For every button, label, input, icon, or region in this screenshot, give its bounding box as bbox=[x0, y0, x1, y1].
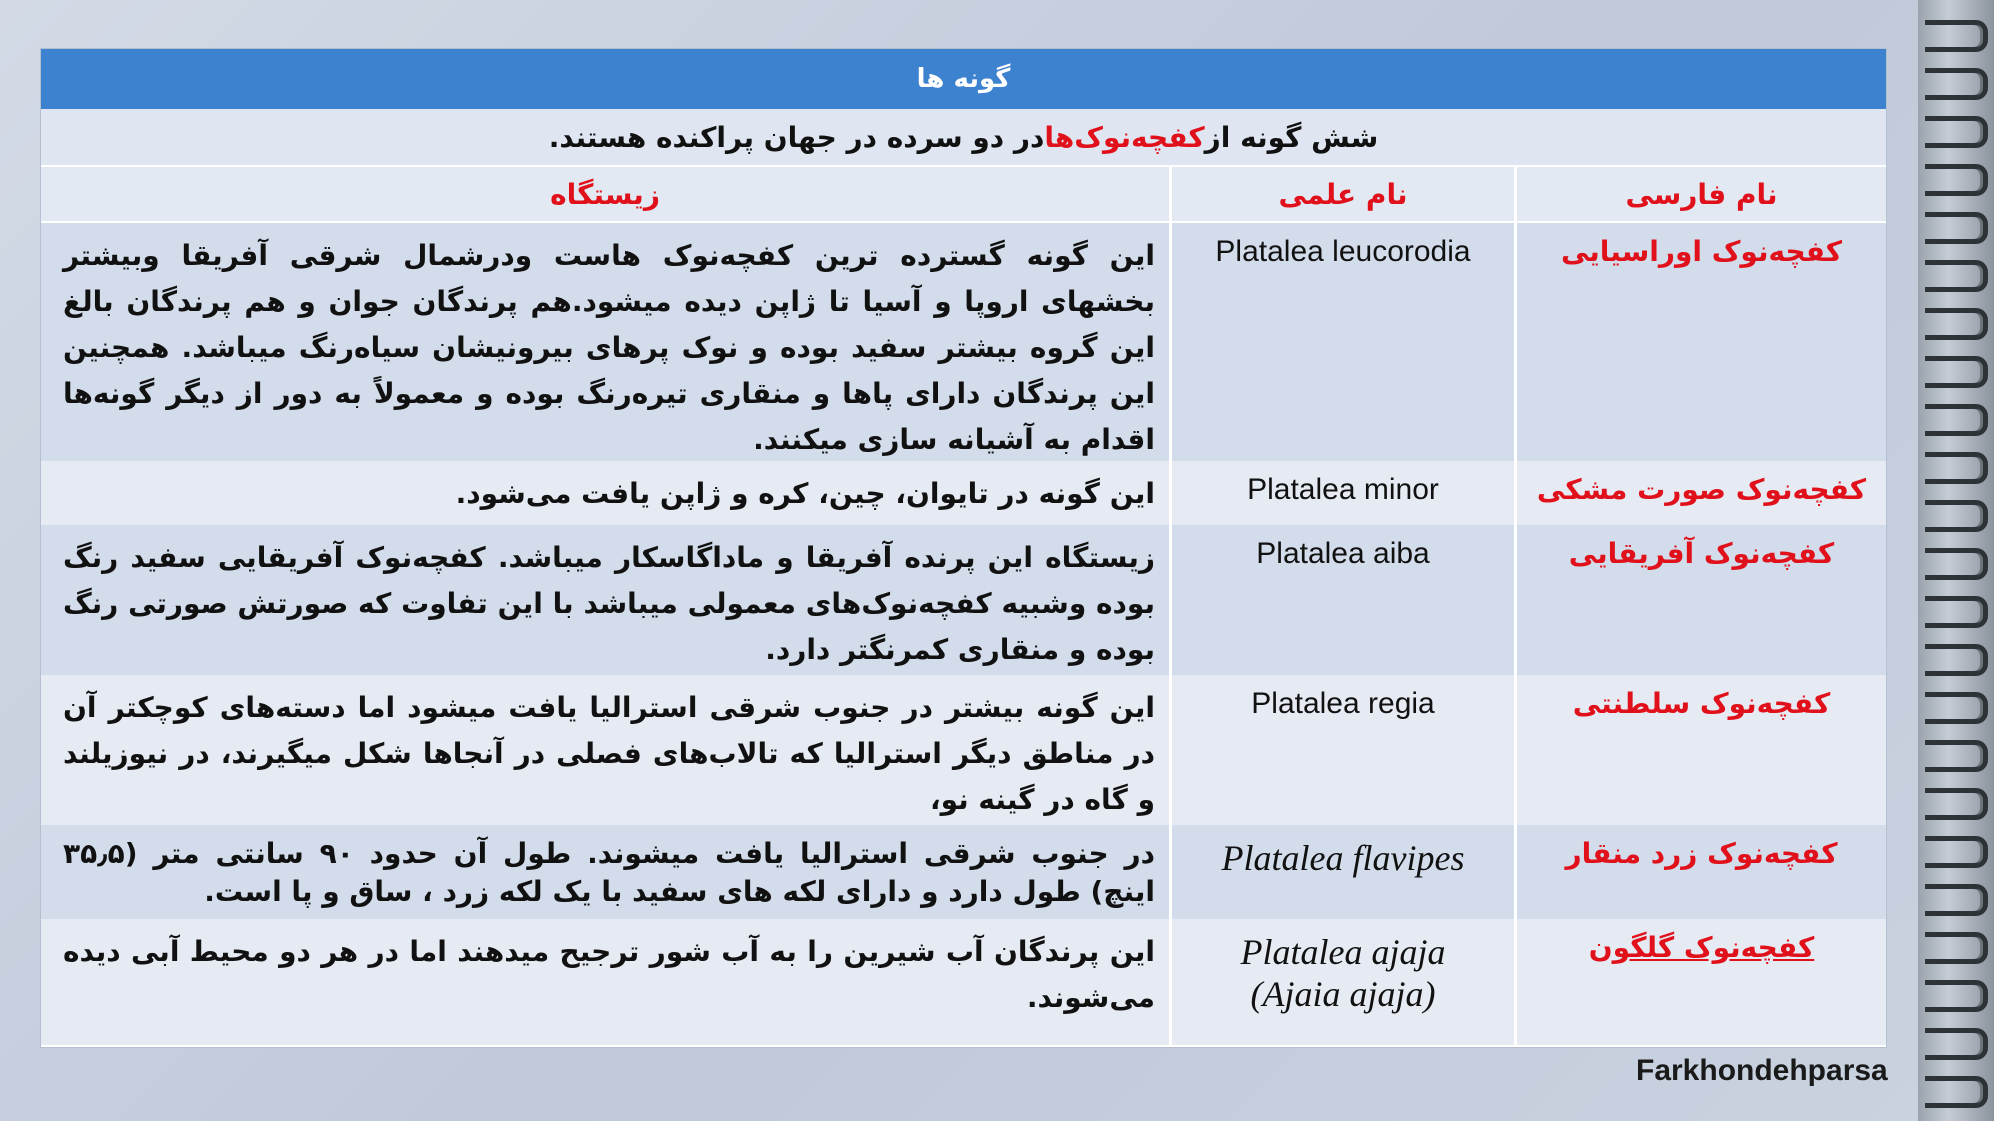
table-row bbox=[41, 525, 1886, 675]
author-watermark: Farkhondehparsa bbox=[1636, 1054, 1888, 1087]
table-row bbox=[41, 223, 1886, 461]
binding-ring bbox=[1925, 884, 1988, 916]
table-row bbox=[41, 825, 1886, 919]
binding-ring bbox=[1925, 980, 1988, 1012]
scientific-name: Platalea aiba bbox=[1169, 525, 1514, 683]
habitat-description: در جنوب شرقی استرالیا یافت میشوند. طول آن حدود ۹۰ سانتی متر (۳۵٫۵ اینچ) طول دارد و دارای لکه های سفید با یک لکه زرد ، ساق و پا است. bbox=[41, 825, 1169, 921]
table-row bbox=[41, 675, 1886, 825]
persian-name-link[interactable]: کفچه‌نوک گلگون bbox=[1514, 919, 1886, 1047]
persian-name: کفچه‌نوک زرد منقار bbox=[1514, 825, 1886, 921]
column-header-scientific-name: نام علمی bbox=[1169, 167, 1514, 223]
binding-ring bbox=[1925, 356, 1988, 388]
binding-ring bbox=[1925, 932, 1988, 964]
binding-ring bbox=[1925, 788, 1988, 820]
binding-ring bbox=[1925, 260, 1988, 292]
table-row bbox=[41, 919, 1886, 1047]
binding-ring bbox=[1925, 212, 1988, 244]
binding-ring bbox=[1925, 116, 1988, 148]
persian-name: کفچه‌نوک صورت مشکی bbox=[1514, 461, 1886, 527]
binding-ring bbox=[1925, 308, 1988, 340]
binding-ring bbox=[1925, 1076, 1988, 1108]
binding-ring bbox=[1925, 596, 1988, 628]
habitat-description: این پرندگان آب شیرین را به آب شور ترجیح میدهند اما در هر دو محیط آبی دیده می‌شوند. bbox=[41, 919, 1169, 1047]
binding-ring bbox=[1925, 740, 1988, 772]
table-header-row bbox=[41, 167, 1886, 223]
persian-name: کفچه‌نوک سلطنتی bbox=[1514, 675, 1886, 833]
binding-ring bbox=[1925, 500, 1988, 532]
binding-ring bbox=[1925, 836, 1988, 868]
spiral-binding bbox=[1918, 0, 1994, 1121]
binding-ring bbox=[1925, 20, 1988, 52]
habitat-description: زیستگاه این پرنده آفریقا و ماداگاسکار میباشد. کفچه‌نوک آفریقایی سفید رنگ بوده وشبیه کفچه‌نوک‌های معمولی میباشد با این تفاوت که صورتش صورتی رنگ بوده و منقاری کمرنگتر دارد. bbox=[41, 525, 1169, 683]
table-row bbox=[41, 461, 1886, 525]
scientific-name: Platalea minor bbox=[1169, 461, 1514, 527]
binding-ring bbox=[1925, 692, 1988, 724]
scientific-name-primary: Platalea ajaja bbox=[1240, 932, 1446, 972]
binding-ring bbox=[1925, 68, 1988, 100]
binding-ring bbox=[1925, 644, 1988, 676]
spoonbills-link[interactable]: کفچه‌نوک‌ها bbox=[1044, 120, 1205, 154]
habitat-description: این گونه گسترده ترین کفچه‌نوک هاست ودرشمال شرقی آفریقا وبیشتر بخشهای اروپا و آسیا تا ژاپن دیده میشود.هم پرندگان جوان و هم پرندگان بالغ این گروه بیشتر سفید بوده و نوک پرهای بیرونیشان سیاه‌رنگ میباشد. همچنین این پرندگان دارای پاها و منقاری تیره‌رنگ بوده و معمولاً به دور از دیگر گونه‌ها اقدام به آشیانه سازی میکنند. bbox=[41, 223, 1169, 473]
habitat-description: این گونه در تایوان، چین، کره و ژاپن یافت می‌شود. bbox=[41, 461, 1169, 527]
habitat-description: این گونه بیشتر در جنوب شرقی استرالیا یافت میشود اما دسته‌های کوچکتر آن در مناطق دیگر استرالیا که تالاب‌های فصلی در آنجاها شکل میگیرند، در نیوزیلند و گاه در گینه نو، bbox=[41, 675, 1169, 833]
column-header-persian-name: نام فارسی bbox=[1514, 167, 1886, 223]
scientific-name bbox=[1169, 919, 1514, 1047]
scientific-name: Platalea leucorodia bbox=[1169, 223, 1514, 473]
persian-name: کفچه‌نوک اوراسیایی bbox=[1514, 223, 1886, 473]
binding-ring bbox=[1925, 1028, 1988, 1060]
column-header-habitat: زیستگاه bbox=[41, 167, 1169, 223]
binding-ring bbox=[1925, 548, 1988, 580]
intro-before: شش گونه از bbox=[1204, 120, 1379, 154]
scientific-name: Platalea flavipes bbox=[1169, 825, 1514, 921]
binding-ring bbox=[1925, 164, 1988, 196]
table-title: گونه ها bbox=[41, 49, 1886, 109]
binding-ring bbox=[1925, 452, 1988, 484]
scientific-name: Platalea regia bbox=[1169, 675, 1514, 833]
intro-after: در دو سرده در جهان پراکنده هستند. bbox=[548, 120, 1045, 154]
binding-ring bbox=[1925, 404, 1988, 436]
persian-name: کفچه‌نوک آفریقایی bbox=[1514, 525, 1886, 683]
species-table bbox=[40, 48, 1887, 1048]
scientific-name-synonym: (Ajaia ajaja) bbox=[1250, 974, 1436, 1014]
intro-text bbox=[41, 109, 1886, 167]
